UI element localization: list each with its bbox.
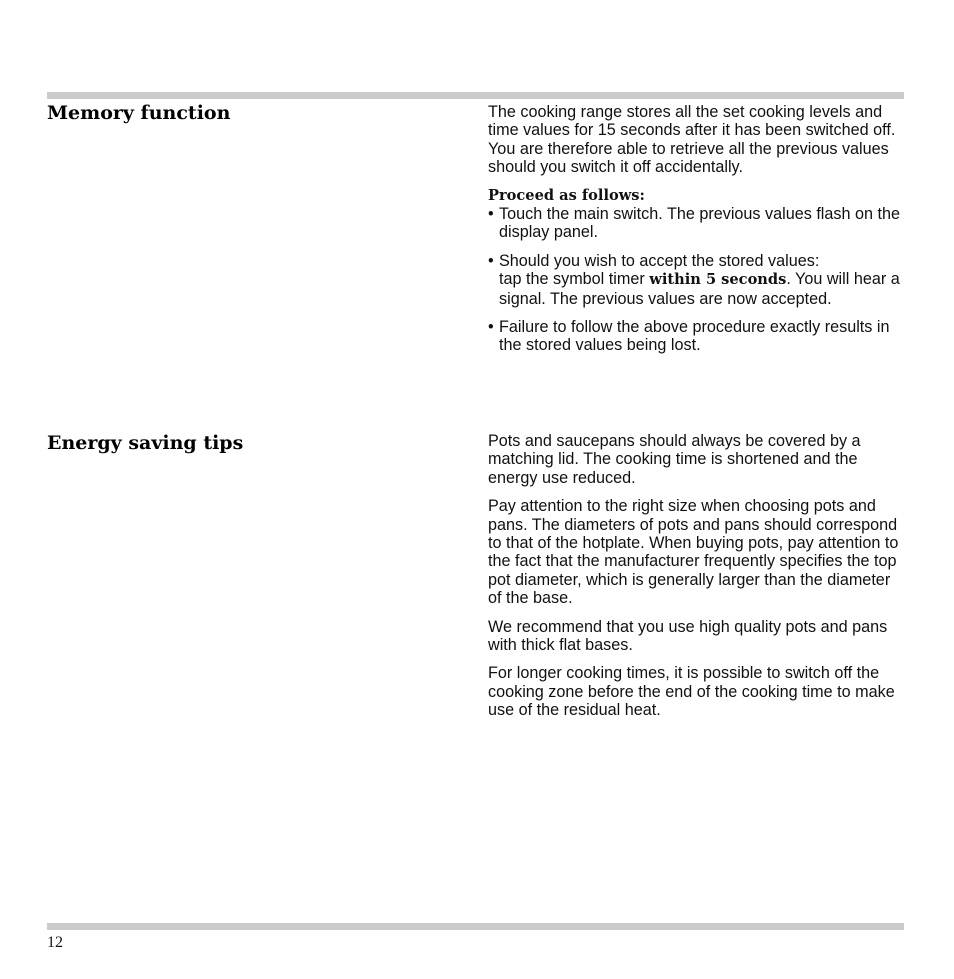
energy-paragraph-4: For longer cooking times, it is possible to switch off the cooking zone before the end of the cooking time to make use of the residual heat. (488, 664, 895, 720)
list-item (488, 252, 904, 308)
bullet-text-line1: Should you wish to accept the stored values: (499, 251, 820, 270)
bullet-text-post: . You will hear a signal. The previous values are now accepted. (499, 270, 900, 308)
memory-function-body (488, 103, 904, 365)
list-item (488, 318, 904, 355)
page-number: 12 (47, 934, 63, 951)
bullet-text: Touch the main switch. The previous values flash on the display panel. (499, 205, 901, 242)
memory-function-heading: Memory function (47, 102, 231, 124)
bullet-icon: • (488, 318, 494, 337)
bullet-text: Failure to follow the above procedure exactly results in the stored values being lost. (499, 318, 890, 355)
bullet-text-emphasis: within 5 seconds (649, 271, 787, 289)
memory-intro-paragraph: The cooking range stores all the set cooking levels and time values for 15 seconds after it has been switched off. You are therefore able to retrieve all the previous values should you switch it off accidentally. (488, 103, 896, 177)
proceed-label: Proceed as follows: (488, 186, 645, 204)
top-divider (47, 92, 904, 99)
energy-paragraph-2: Pay attention to the right size when choosing pots and pans. The diameters of pots and pans should correspond to that of the hotplate. When buying pots, pay attention to the fact that the manufacturer frequently specifies the top pot diameter, which is generally larger than the diameter of the base. (488, 497, 899, 608)
bullet-icon: • (488, 205, 494, 224)
list-item (488, 205, 904, 242)
energy-saving-body (488, 432, 904, 730)
energy-paragraph-1: Pots and saucepans should always be covered by a matching lid. The cooking time is shortened and the energy use reduced. (488, 432, 861, 487)
bullet-text-pre: tap the symbol timer (499, 270, 650, 289)
energy-saving-heading: Energy saving tips (47, 432, 244, 454)
bottom-divider (47, 923, 904, 930)
energy-paragraph-3: We recommend that you use high quality pots and pans with thick flat bases. (488, 617, 888, 655)
bullet-icon: • (488, 251, 494, 270)
